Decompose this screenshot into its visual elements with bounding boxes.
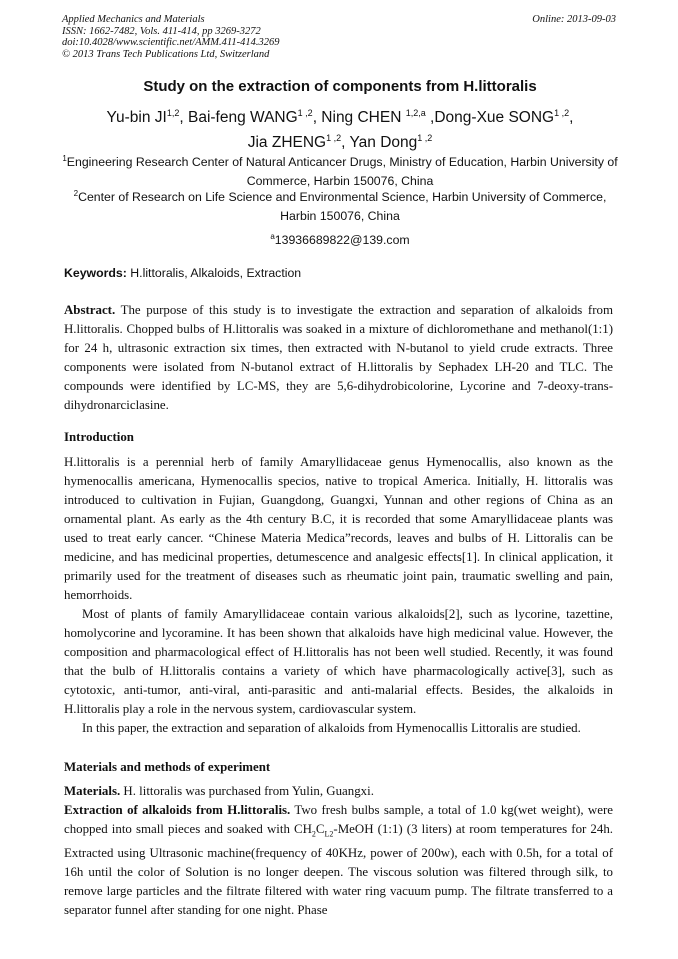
author-affil-sup: 1 ,2 — [326, 133, 342, 144]
abstract-text: The purpose of this study is to investigate the extraction and separation of alkaloids from H.littoralis. Chopped bulbs of H.littoralis was soaked in a mixture of dichloromethane and methanol(1:1) for 24 h, ultrasonic extraction six times, then extracted with N-butanol to yield crude extracts. Three components were isolated from N-butanol extract of H.littoralis by Sephadex LH-20 and TLC. The compounds were identified by LC-MS, they are 5,6-dihydrobicolorine, Lycorine and 7-deoxy-trans-dihydronarciclasine. — [64, 303, 613, 412]
author-affil-sup: 1,2,a — [405, 108, 426, 118]
author-name: , Yan Dong — [341, 134, 418, 152]
affiliation-2 — [60, 184, 620, 226]
keywords-text: H.littoralis, Alkaloids, Extraction — [126, 266, 302, 280]
affiliation-text: Engineering Research Center of Natural Anticancer Drugs, Ministry of Education, Harbin University of Commerce, Harbin 150076, China — [66, 155, 618, 189]
intro-paragraph-3: In this paper, the extraction and separation of alkaloids from Hymenocallis Littoralis are studied. — [82, 721, 581, 735]
affiliation-text: Center of Research on Life Science and Environmental Science, Harbin University of Commerce, Harbin 150076, China — [78, 190, 607, 224]
introduction-body — [64, 453, 613, 738]
issn-line: ISSN: 1662-7482, Vols. 411-414, pp 3269-3272 — [62, 25, 261, 37]
abstract-label: Abstract. — [64, 303, 116, 317]
intro-paragraph-1: H.littoralis is a perennial herb of family Amaryllidaceae genus Hymenocallis, also known as the hymenocallis americana, Hymenocallis specios, native to tropical America. Initially, H. littoralis was introduced to cultivation in Fujian, Guangdong, Guangxi, Yunnan and other regions of China as an ornamental plant. As early as the 4th century B.C, it is recorded that some Amaryllidaceae plants was used to treat early cancer. “Chinese Materia Medica”records, leaves and bulbs of H. Littoralis can be medicine, and has medicinal properties, detumescence and analgesic effects[1]. In clinical application, it primarily used for the treatment of diseases such as rheumatic joint pain, traumatic swelling and pain, hemorrhoids. — [64, 455, 613, 602]
journal-name: Applied Mechanics and Materials — [62, 14, 205, 25]
abstract — [64, 301, 613, 415]
author-list — [40, 103, 640, 153]
author-name: , Bai-feng WANG — [179, 109, 298, 127]
extraction-text: Two fresh bulbs sample, a total of 1.0 kg(wet weight), were chopped into small pieces and soaked with CH — [64, 803, 613, 836]
author-name: ,Dong-Xue SONG — [425, 109, 555, 127]
author-name: Jia ZHENG — [247, 134, 327, 152]
extraction-paragraph — [64, 801, 613, 920]
extraction-label: Extraction of alkaloids from H.littoralis. — [64, 803, 291, 817]
subscript: 2 — [311, 829, 316, 839]
materials-paragraph — [64, 782, 613, 801]
author-affil-sup: 1 ,2 — [554, 108, 570, 118]
introduction-heading: Introduction — [64, 430, 134, 444]
copyright-line: © 2013 Trans Tech Publications Ltd, Switzerland — [62, 48, 270, 60]
methods-body — [64, 782, 613, 920]
email-line — [60, 227, 620, 250]
keywords — [64, 266, 624, 280]
author-name: , Ning CHEN — [312, 109, 406, 127]
methods-heading: Materials and methods of experiment — [64, 760, 271, 774]
author-affil-sup: 1,2 — [166, 108, 180, 118]
affiliation-sup: 2 — [73, 189, 79, 198]
doi-line: doi:10.4028/www.scientific.net/AMM.411-414.3269 — [62, 37, 280, 48]
journal-header — [62, 14, 616, 60]
author-name: Yu-bin JI — [106, 109, 167, 127]
keywords-label: Keywords: — [64, 266, 127, 280]
author-affil-sup: 1 ,2 — [297, 108, 313, 118]
materials-text: H. littoralis was purchased from Yulin, Guangxi. — [120, 784, 374, 798]
subscript: L2 — [324, 829, 334, 839]
online-date: Online: 2013-09-03 — [532, 14, 616, 25]
extraction-text: -MeOH (1:1) (3 liters) at room temperatures for 24h. Extracted using Ultrasonic machine(frequency of 40KHz, power of 200w), each with 0.5h, for a total of 16h until the color of Solution is no longer deepen. The viscous solution was filtered through silk, to remove large particles and the filtrate filtered with water ring vacuum pump. The filtrate transferred to a separator funnel after standing for one night. Phase — [64, 822, 613, 917]
author-separator: , — [569, 109, 574, 127]
email-address: 13936689822@139.com — [274, 233, 410, 248]
intro-paragraph-2: Most of plants of family Amaryllidaceae contain various alkaloids[2], such as lycorine, tazettine, homolycorine and lycoramine. It has been shown that alkaloids have high medicinal value. However, the composition and pharmacological effect of H.littoralis has not been well studied. Recently, it was found that the bulb of H.littoralis contains a variety of which have pharmacologically active[3], such as cytotoxic, anti-tumor, anti-viral, anti-parasitic and anti-malarial effects. Besides, the alkaloids in H.littoralis play a role in the nervous system, cardiovascular system. — [64, 607, 613, 716]
email-sup: a — [270, 232, 275, 241]
affiliation-sup: 1 — [62, 154, 67, 163]
materials-label: Materials. — [64, 784, 121, 798]
extraction-text: C — [315, 822, 325, 836]
paper-title: Study on the extraction of components from H.littoralis — [143, 78, 537, 95]
author-affil-sup: 1 ,2 — [417, 133, 433, 144]
